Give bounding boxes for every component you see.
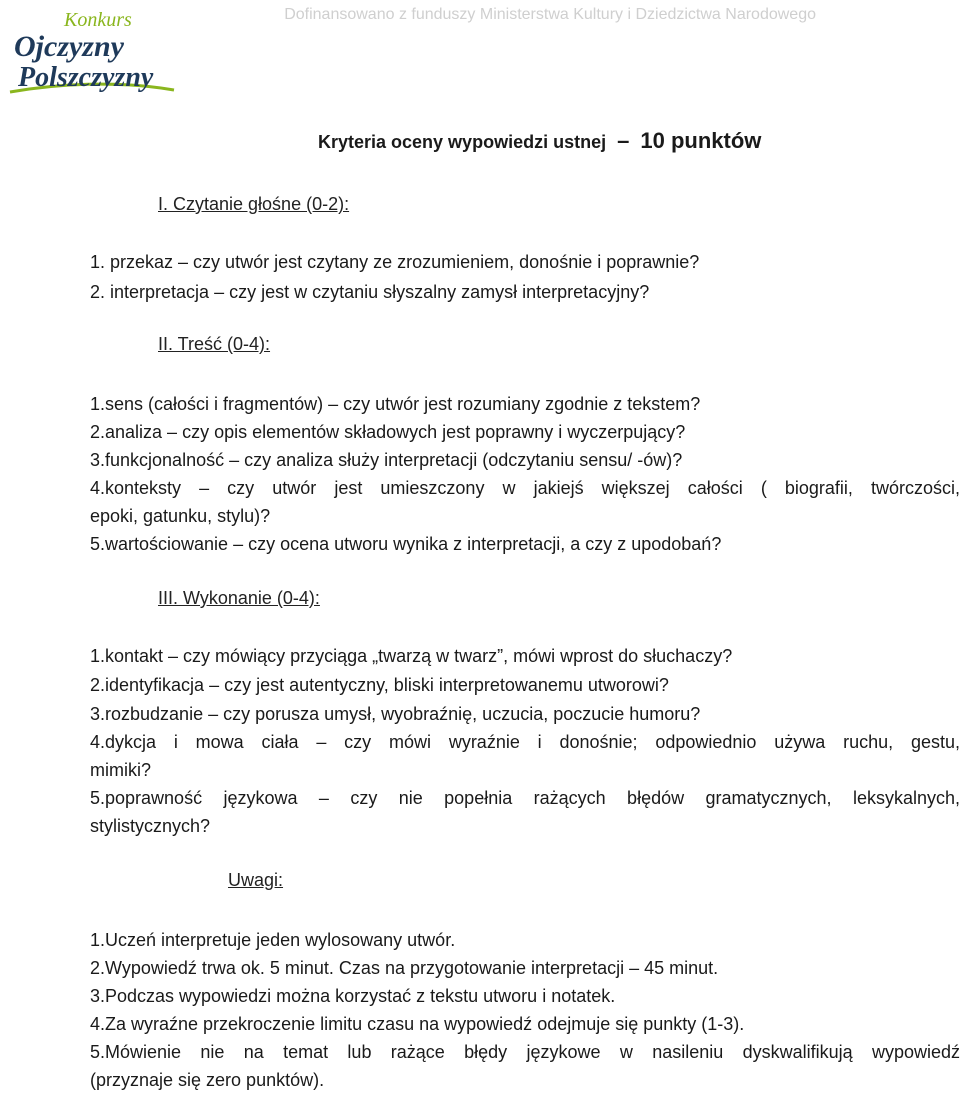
note-item-line: (przyznaje się zero punktów). [90,1070,325,1090]
list-item-line: 4.konteksty – czy utwór jest umieszczony w jakiejś większej całości ( biografii, twórczości, [90,478,960,498]
section-heading-reading: I. Czytanie głośne (0-2): [158,194,350,214]
list-item: 1.kontakt – czy mówiący przyciąga „twarzą w twarz”, mówi wprost do słuchaczy? [90,646,733,666]
note-item: 2.Wypowiedź trwa ok. 5 minut. Czas na przygotowanie interpretacji – 45 minut. [90,958,719,978]
contest-logo [6,4,178,100]
list-item: 1. przekaz – czy utwór jest czytany ze zrozumieniem, donośnie i poprawnie? [90,252,700,272]
note-item: 4.Za wyraźne przekroczenie limitu czasu na wypowiedź odejmuje się punkty (1-3). [90,1014,745,1034]
list-item [90,728,960,784]
list-item: 2.identyfikacja – czy jest autentyczny, bliski interpretowanemu utworowi? [90,675,669,695]
list-item: 5.wartościowanie – czy ocena utworu wynika z interpretacji, a czy z upodobań? [90,534,722,554]
title-dash: – [617,128,630,153]
note-item [90,1038,960,1094]
contest-logo-graphic [6,4,178,100]
logo-text-polszczyzny: Polszczyzny [18,62,154,93]
document-title [318,128,761,154]
title-main: Kryteria oceny wypowiedzi ustnej [318,132,607,152]
logo-text-ojczyzny: Ojczyzny [14,30,124,63]
section-heading-performance: III. Wykonanie (0-4): [158,588,320,608]
list-item: 1.sens (całości i fragmentów) – czy utwór jest rozumiany zgodnie z tekstem? [90,394,701,414]
funding-notice: Dofinansowano z funduszy Ministerstwa Kultury i Dziedzictwa Narodowego [284,6,816,23]
list-item-line: 5.poprawność językowa – czy nie popełnia rażących błędów gramatycznych, leksykalnych, [90,788,960,808]
note-item: 3.Podczas wypowiedzi można korzystać z tekstu utworu i notatek. [90,986,616,1006]
list-item-line: epoki, gatunku, stylu)? [90,506,271,526]
logo-text-konkurs: Konkurs [64,9,132,31]
list-item: 3.rozbudzanie – czy porusza umysł, wyobraźnię, uczucia, poczucie humoru? [90,704,701,724]
title-points: 10 punktów [640,128,762,153]
list-item [90,474,960,530]
list-item: 3.funkcjonalność – czy analiza służy interpretacji (odczytaniu sensu/ -ów)? [90,450,683,470]
notes-heading: Uwagi: [228,870,284,890]
list-item [90,784,960,840]
list-item: 2.analiza – czy opis elementów składowych jest poprawny i wyczerpujący? [90,422,686,442]
list-item: 2. interpretacja – czy jest w czytaniu słyszalny zamysł interpretacyjny? [90,282,650,302]
section-heading-content: II. Treść (0-4): [158,334,271,354]
list-item-line: mimiki? [90,760,151,780]
note-item-line: 5.Mówienie nie na temat lub rażące błędy językowe w nasileniu dyskwalifikują wypowiedź [90,1042,960,1062]
note-item: 1.Uczeń interpretuje jeden wylosowany utwór. [90,930,456,950]
list-item-line: 4.dykcja i mowa ciała – czy mówi wyraźnie i donośnie; odpowiednio używa ruchu, gestu, [90,732,960,752]
list-item-line: stylistycznych? [90,816,211,836]
